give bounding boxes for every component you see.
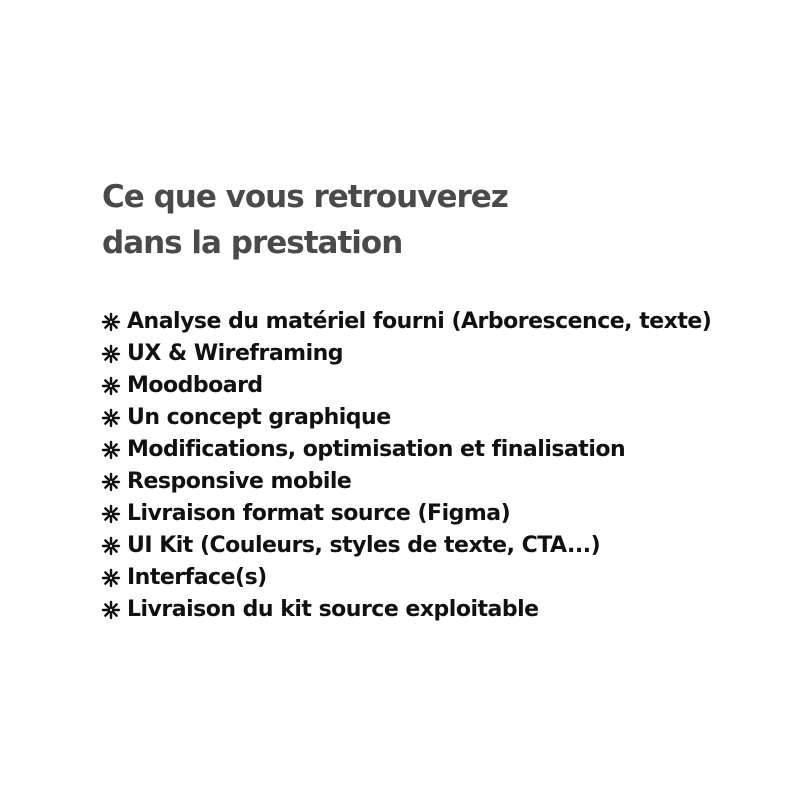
asterisk-icon xyxy=(100,599,122,621)
list-item-label: UI Kit (Couleurs, styles de texte, CTA...) xyxy=(127,533,601,558)
page-title xyxy=(102,174,508,266)
list-item xyxy=(100,466,711,498)
list-item xyxy=(100,370,711,402)
title-line-1: Ce que vous retrouverez xyxy=(102,179,508,215)
list-item xyxy=(100,562,711,594)
asterisk-icon xyxy=(100,503,122,525)
list-item xyxy=(100,402,711,434)
title-line-2: dans la prestation xyxy=(102,225,403,261)
list-item xyxy=(100,530,711,562)
list-item-label: Un concept graphique xyxy=(127,405,391,430)
asterisk-icon xyxy=(100,311,122,333)
asterisk-icon xyxy=(100,407,122,429)
list-item-label: UX & Wireframing xyxy=(127,341,344,366)
list-item xyxy=(100,594,711,626)
list-item xyxy=(100,338,711,370)
list-item xyxy=(100,306,711,338)
deliverables-list xyxy=(100,306,711,626)
list-item-label: Modifications, optimisation et finalisation xyxy=(127,437,626,462)
asterisk-icon xyxy=(100,471,122,493)
asterisk-icon xyxy=(100,375,122,397)
list-item xyxy=(100,434,711,466)
asterisk-icon xyxy=(100,343,122,365)
list-item-label: Livraison du kit source exploitable xyxy=(127,597,539,622)
list-item-label: Responsive mobile xyxy=(127,469,352,494)
list-item-label: Livraison format source (Figma) xyxy=(127,501,511,526)
asterisk-icon xyxy=(100,535,122,557)
list-item xyxy=(100,498,711,530)
list-item-label: Analyse du matériel fourni (Arborescence, texte) xyxy=(127,309,712,334)
list-item-label: Interface(s) xyxy=(127,565,267,590)
asterisk-icon xyxy=(100,439,122,461)
asterisk-icon xyxy=(100,567,122,589)
list-item-label: Moodboard xyxy=(127,373,263,398)
